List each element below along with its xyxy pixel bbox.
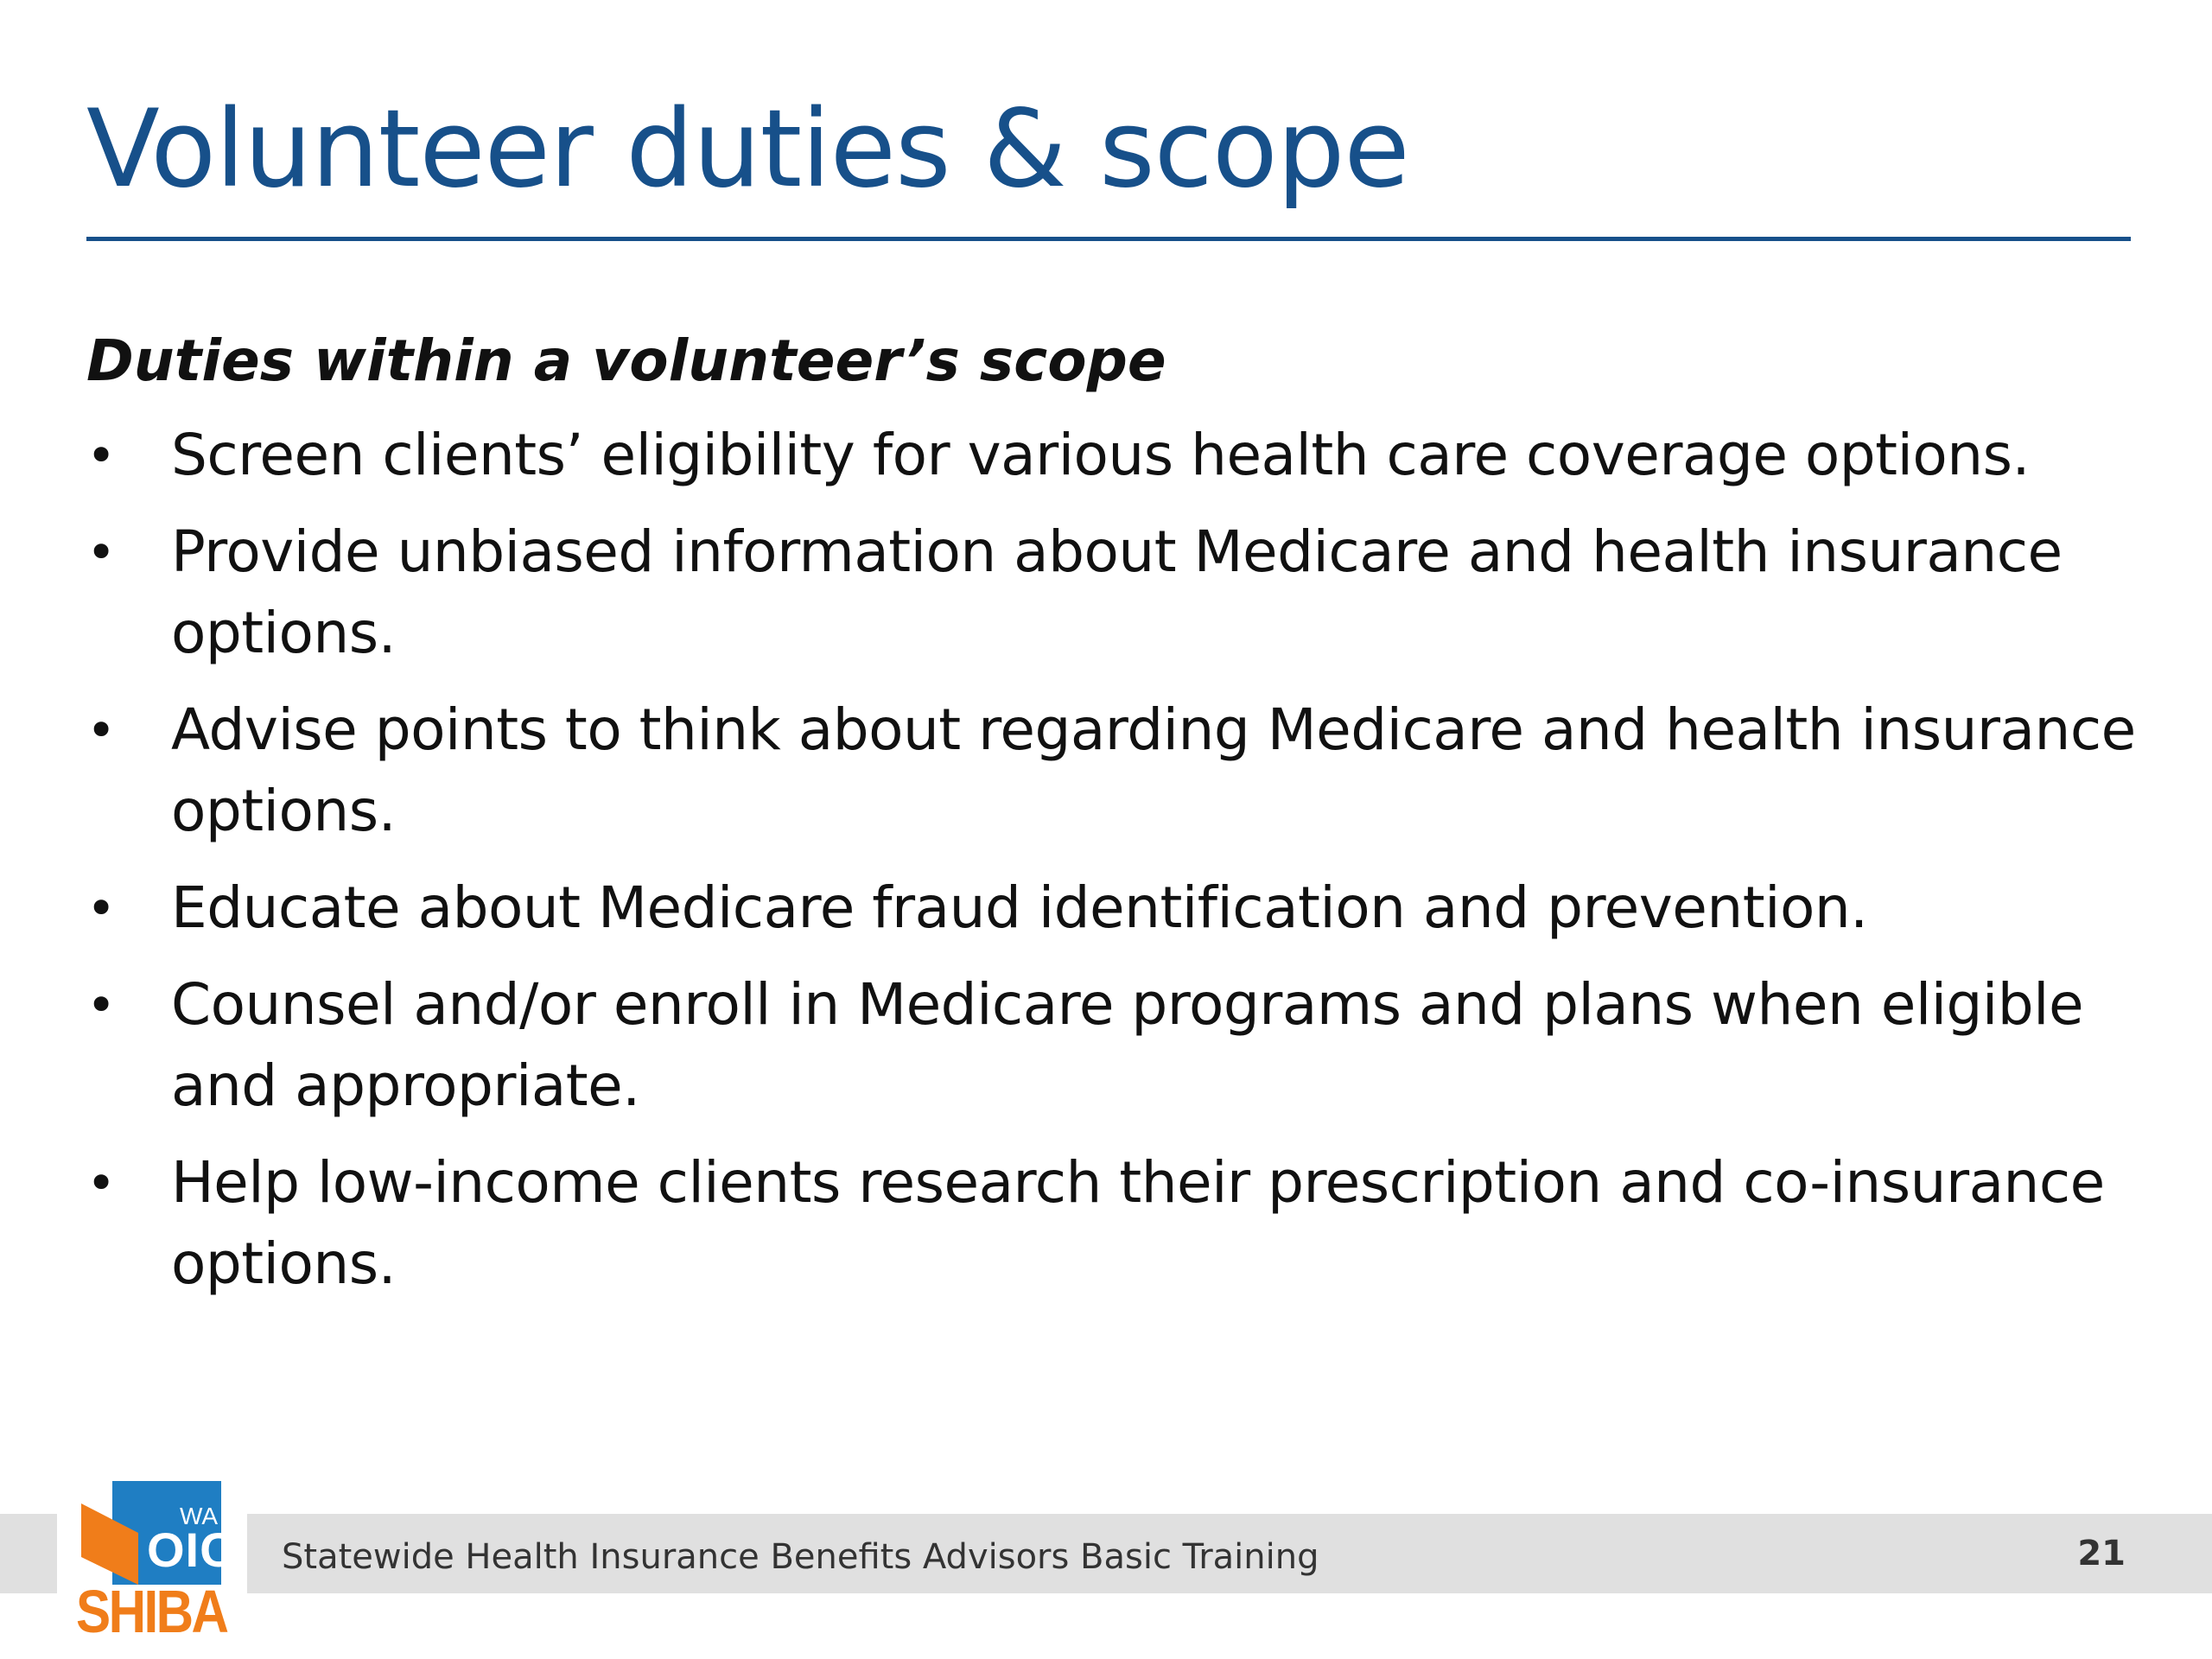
duty-item-counsel-enroll xyxy=(86,964,2143,1127)
duty-item-advise-points xyxy=(86,690,2143,852)
duty-text: Educate about Medicare fraud identification and prevention. xyxy=(171,874,1868,941)
title-divider xyxy=(86,237,2131,241)
duty-text: Counsel and/or enroll in Medicare programs and plans when eligible and appropriate. xyxy=(171,971,2084,1119)
footer-title: Statewide Health Insurance Benefits Advisors Basic Training xyxy=(282,1537,1319,1577)
duty-text: Help low-income clients research their prescription and co-insurance options. xyxy=(171,1149,2105,1297)
duty-text: Screen clients’ eligibility for various health care coverage options. xyxy=(171,422,2030,488)
slide-number: 21 xyxy=(2077,1534,2126,1573)
logo-oic-text: OIC xyxy=(147,1522,236,1577)
shiba-logo xyxy=(57,1479,247,1645)
bullet-icon: • xyxy=(86,701,116,760)
bullet-icon: • xyxy=(86,879,116,938)
duty-text: Advise points to think about regarding Medicare and health insurance options. xyxy=(171,696,2136,844)
logo-shiba-text: SHIBA xyxy=(76,1578,227,1645)
bullet-icon: • xyxy=(86,1154,116,1212)
slide-content xyxy=(86,320,2143,1320)
logo-wa-text: WA xyxy=(180,1503,219,1529)
duties-list xyxy=(86,415,2143,1305)
duty-item-screen-eligibility xyxy=(86,415,2143,496)
duty-item-low-income-research xyxy=(86,1142,2143,1305)
bullet-icon: • xyxy=(86,426,116,485)
bullet-icon: • xyxy=(86,976,116,1034)
duty-item-unbiased-information xyxy=(86,512,2143,674)
slide-title: Volunteer duties & scope xyxy=(86,87,1409,212)
duty-item-fraud-education xyxy=(86,868,2143,949)
bullet-icon: • xyxy=(86,523,116,582)
section-heading: Duties within a volunteer’s scope xyxy=(86,327,1166,394)
duty-text: Provide unbiased information about Medicare and health insurance options. xyxy=(171,518,2063,666)
